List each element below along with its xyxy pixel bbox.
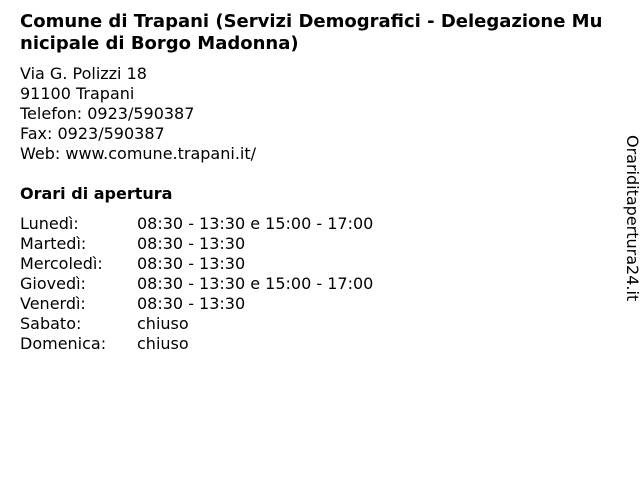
day-label: Mercoledì: <box>20 254 103 273</box>
day-label: Giovedì: <box>20 274 86 293</box>
time-value: 08:30 - 13:30 <box>137 234 246 253</box>
hours-row-friday <box>20 294 373 314</box>
day-label: Domenica: <box>20 334 107 353</box>
hours-row-tuesday <box>20 234 373 254</box>
hours-row-thursday <box>20 274 373 294</box>
day-label: Lunedì: <box>20 214 79 233</box>
time-value: chiuso <box>137 334 189 353</box>
opening-hours-table <box>20 214 373 354</box>
hours-row-sunday <box>20 334 373 354</box>
hours-row-monday <box>20 214 373 234</box>
phone-number: Telefon: 0923/590387 <box>20 104 195 123</box>
day-label: Sabato: <box>20 314 82 333</box>
time-value: 08:30 - 13:30 <box>137 254 246 273</box>
website-link[interactable]: Web: www.comune.trapani.it/ <box>20 144 257 163</box>
day-label: Venerdì: <box>20 294 86 313</box>
time-value: 08:30 - 13:30 e 15:00 - 17:00 <box>137 214 374 233</box>
site-watermark: Orariditapertura24.it <box>623 135 642 302</box>
time-value: chiuso <box>137 314 189 333</box>
time-value: 08:30 - 13:30 <box>137 294 246 313</box>
hours-row-saturday <box>20 314 373 334</box>
city-postal: 91100 Trapani <box>20 84 135 103</box>
page-title: Comune di Trapani (Servizi Demografici - Delegazione Municipale di Borgo Madonna) <box>20 11 603 54</box>
day-label: Martedì: <box>20 234 87 253</box>
fax-number: Fax: 0923/590387 <box>20 124 165 143</box>
time-value: 08:30 - 13:30 e 15:00 - 17:00 <box>137 274 374 293</box>
street-address: Via G. Polizzi 18 <box>20 64 147 83</box>
address-block <box>20 64 256 164</box>
hours-row-wednesday <box>20 254 373 274</box>
opening-hours-heading: Orari di apertura <box>20 184 173 203</box>
